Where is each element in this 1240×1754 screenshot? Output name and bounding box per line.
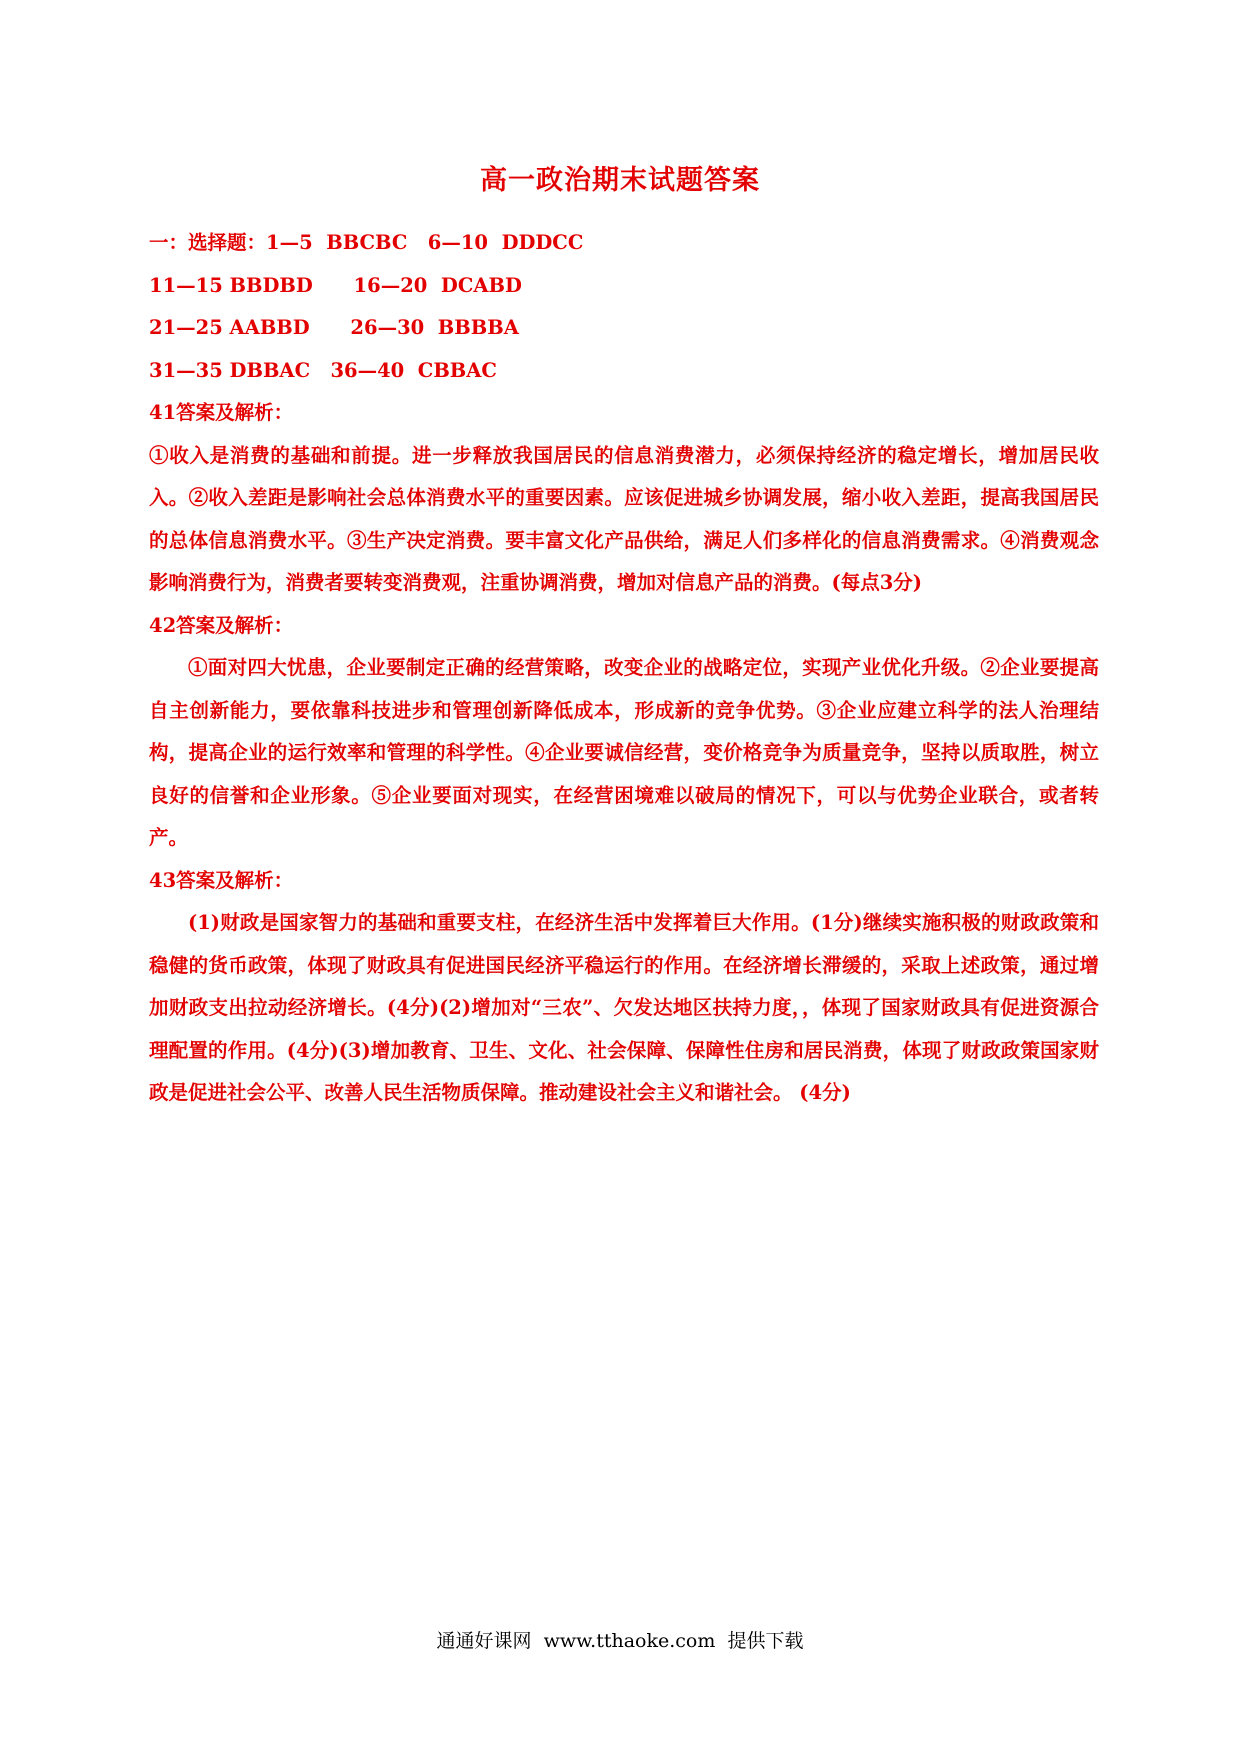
- q41-heading: 41答案及解析：: [149, 401, 294, 424]
- answer-content: [149, 222, 1099, 1115]
- choice-answers-line-1: 一：选择题：1—5 BBCBC 6—10 DDDCC: [149, 231, 584, 254]
- q43-heading: 43答案及解析：: [149, 868, 294, 892]
- download-source-footer: 通通好课网 www.tthaoke.com 提供下载: [436, 1630, 804, 1652]
- choice-answers-line-4: 31—35 DBBAC 36—40 CBBAC: [149, 358, 497, 382]
- q41-answer: ①收入是消费的基础和前提。进一步释放我国居民的信息消费潜力，必须保持经济的稳定增长，增加居民收入。②收入差距是影响社会总体消费水平的重要因素。应该促进城乡协调发展，缩小收入差距，提高我国居民的总体信息消费水平。③生产决定消费。要丰富文化产品供给，满足人们多样化的信息消费需求。④消费观念影响消费行为，消费者要转变消费观，注重协调消费，增加对信息产品的消费。(每点3分): [149, 443, 1099, 594]
- q42-heading: 42答案及解析：: [149, 613, 294, 637]
- q43-answer: (1)财政是国家智力的基础和重要支柱，在经济生活中发挥着巨大作用。(1分)继续实施积极的财政政策和稳健的货币政策，体现了财政具有促进国民经济平稳运行的作用。在经济增长滞缓的，采取上述政策，通过增加财政支出拉动经济增长。(4分)(2)增加对“三农”、欠发达地区扶持力度，，体现了国家财政具有促进资源合理配置的作用。(4分)(3)增加教育、卫生、文化、社会保障、保障性住房和居民消费，体现了财政政策国家财政是促进社会公平、改善人民生活物质保障。推动建设社会主义和谐社会。 (4分): [149, 911, 1099, 1104]
- choice-answers-line-3: 21—25 AABBD 26—30 BBBBA: [149, 316, 519, 339]
- choice-answers-line-2: 11—15 BBDBD 16—20 DCABD: [149, 273, 522, 297]
- q42-answer: ①面对四大忧患，企业要制定正确的经营策略，改变企业的战略定位，实现产业优化升级。②企业要提高自主创新能力，要依靠科技进步和管理创新降低成本，形成新的竞争优势。③企业应建立科学的法人治理结构，提高企业的运行效率和管理的科学性。④企业要诚信经营，变价格竞争为质量竞争，坚持以质取胜，树立良好的信誉和企业形象。⑤企业要面对现实，在经营困境难以破局的情况下，可以与优势企业联合，或者转产。: [149, 656, 1099, 849]
- page-title: 高一政治期末试题答案: [480, 165, 760, 196]
